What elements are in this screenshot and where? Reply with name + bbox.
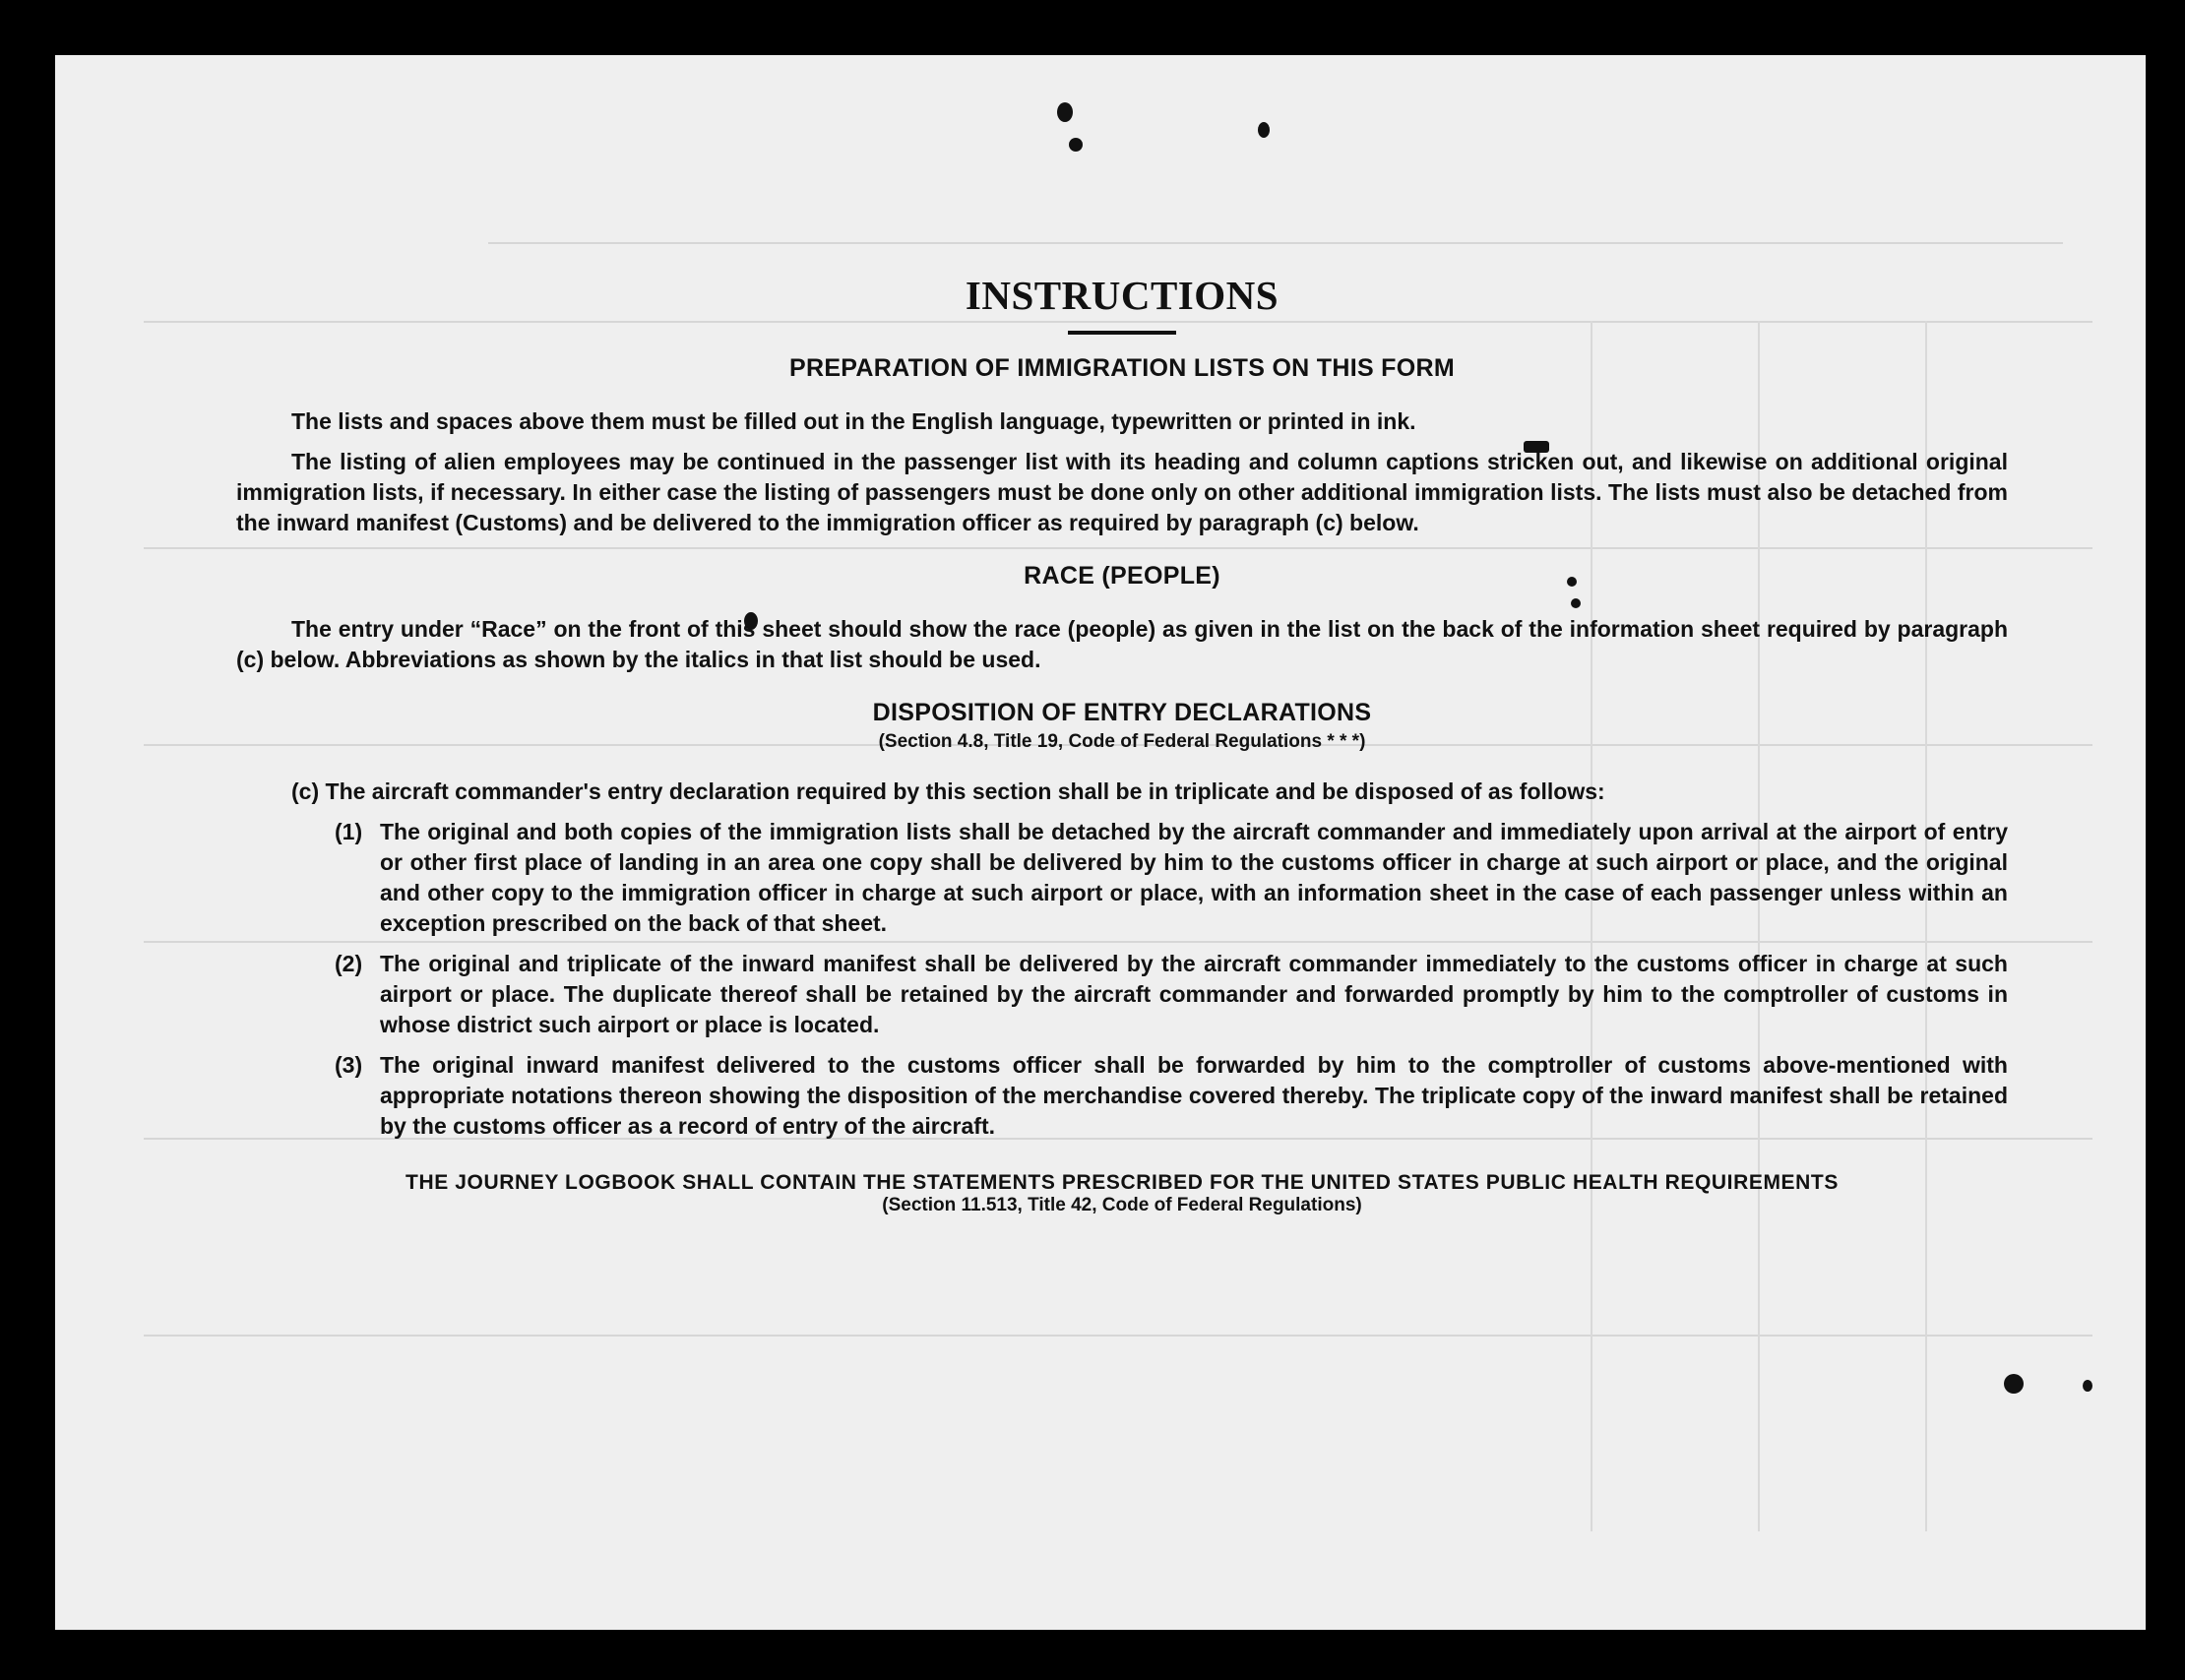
document-page xyxy=(55,55,2146,1630)
list-item xyxy=(335,817,2008,939)
disposition-citation: (Section 4.8, Title 19, Code of Federal Regulations * * *) xyxy=(878,731,1366,752)
section-heading-disposition: DISPOSITION OF ENTRY DECLARATIONS xyxy=(872,699,1372,726)
list-item-number: (3) xyxy=(335,1052,363,1078)
ink-spot xyxy=(1258,122,1270,138)
paragraph-lists-language: The lists and spaces above them must be filled out in the English language, typewritten or printed in ink. xyxy=(291,408,1416,434)
list-item-number: (1) xyxy=(335,819,363,844)
ink-spot xyxy=(2004,1374,2024,1394)
instructions-content xyxy=(236,272,2008,1216)
page-title: INSTRUCTIONS xyxy=(965,273,1280,318)
list-item xyxy=(335,949,2008,1040)
list-item-text: The original and both copies of the immigration lists shall be detached by the aircraft commander and immediately upon arrival at the airport of entry or other first place of landing in an area one copy shall be delivered by him to the customs officer in charge at such airport or place, and the original and other copy to the immigration officer in charge at such airport or place, with an information sheet in the case of each passenger unless within an exception prescribed on the back of that sheet. xyxy=(380,819,2008,936)
paragraph-alien-employees: The listing of alien employees may be continued in the passenger list with its heading and column captions stricken out, and likewise on additional original immigration lists, if necessary. In either case the listing of passengers must be done only on other additional immigration lists. The lists must also be detached from the inward manifest (Customs) and be delivered to the immigration officer as required by paragraph (c) below. xyxy=(236,449,2008,535)
clause-label: (c) xyxy=(291,778,320,804)
list-item-text: The original and triplicate of the inward manifest shall be delivered by the aircraft commander immediately to the customs officer in charge at such airport or place. The duplicate thereof shall be retained by the aircraft commander and forwarded promptly by him to the comptroller of customs in whose district such airport or place is located. xyxy=(380,951,2008,1037)
logbook-citation: (Section 11.513, Title 42, Code of Federal Regulations) xyxy=(882,1195,1362,1215)
logbook-requirement: THE JOURNEY LOGBOOK SHALL CONTAIN THE STATEMENTS PRESCRIBED FOR THE UNITED STATES PUBLIC HEALTH REQUIREMENTS xyxy=(406,1171,1839,1194)
paragraph-race-entry: The entry under “Race” on the front of this sheet should show the race (people) as given in the list on the back of the information sheet required by paragraph (c) below. Abbreviations as shown by the italics in that list should be used. xyxy=(236,616,2008,672)
clause-text: The aircraft commander's entry declaration required by this section shall be in triplicate and be disposed of as follows: xyxy=(325,778,1605,804)
list-item xyxy=(335,1050,2008,1142)
clause-c xyxy=(291,777,2008,807)
ink-spot xyxy=(2083,1380,2092,1392)
list-item-number: (2) xyxy=(335,951,363,976)
ink-spot xyxy=(1057,102,1073,122)
title-underline xyxy=(1068,331,1176,335)
list-item-text: The original inward manifest delivered to the customs officer shall be forwarded by him to the comptroller of customs above-mentioned with appropriate notations thereon showing the disposition of the merchandise covered thereby. The triplicate copy of the inward manifest shall be retained by the customs officer as a record of entry of the aircraft. xyxy=(380,1052,2008,1139)
ink-spot xyxy=(1069,138,1083,152)
section-heading-preparation: PREPARATION OF IMMIGRATION LISTS ON THIS FORM xyxy=(789,354,1455,382)
section-heading-race: RACE (PEOPLE) xyxy=(1024,562,1220,590)
